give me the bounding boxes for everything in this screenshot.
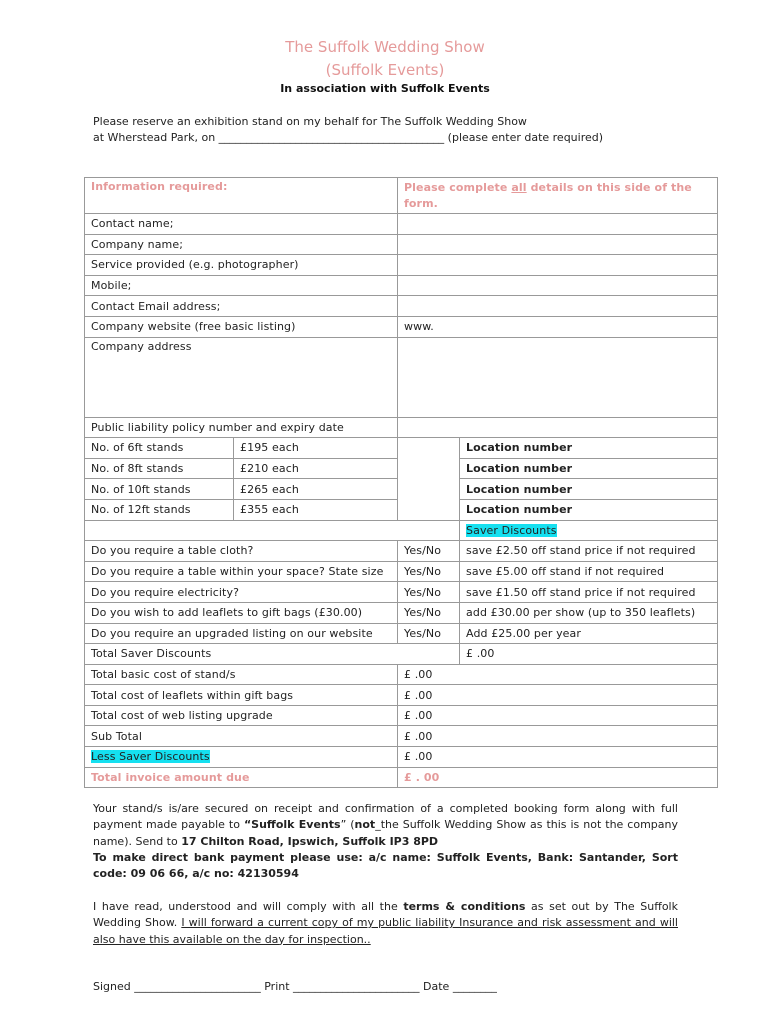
stand-price: £355 each — [234, 499, 398, 520]
field-label: Company website (free basic listing) — [85, 316, 398, 337]
extra-question: Do you require an upgraded listing on our website — [85, 623, 398, 644]
website-input[interactable]: www. — [398, 316, 718, 337]
intro-line-1: Please reserve an exhibition stand on my behalf for The Suffolk Wedding Show — [93, 115, 527, 128]
page-subtitle: (Suffolk Events) — [325, 61, 445, 79]
yes-no-option[interactable]: Yes/No — [398, 582, 460, 603]
field-label: Contact Email address; — [85, 296, 398, 317]
less-saver-value[interactable]: £ .00 — [398, 747, 718, 768]
contact-name-input[interactable] — [398, 214, 718, 235]
yes-no-option[interactable]: Yes/No — [398, 561, 460, 582]
stand-quantity-input[interactable] — [398, 438, 460, 520]
field-label: Contact name; — [85, 214, 398, 235]
mobile-input[interactable] — [398, 275, 718, 296]
stand-price: £210 each — [234, 458, 398, 479]
extra-note: Add £25.00 per year — [460, 623, 718, 644]
blank-cell — [85, 520, 460, 541]
location-number[interactable]: Location number — [460, 499, 718, 520]
extra-question: Do you wish to add leaflets to gift bags (£30.00) — [85, 602, 398, 623]
invoice-total-label: Total invoice amount due — [85, 767, 398, 788]
location-number[interactable]: Location number — [460, 438, 718, 459]
payment-paragraph: Your stand/s is/are secured on receipt and confirmation of a completed booking form along with full payment made payable to “Suffolk Events” (not_the Suffolk Wedding Show as this is not the company name). Send to 17 Chilton Road, Ipswich, Suffolk IP3 8PD To make direct bank payment please use: a/c name: Suffolk Events, Bank: Santander, Sort code: 09 06 66, a/c no: 42130594 — [93, 802, 678, 881]
field-label: Mobile; — [85, 275, 398, 296]
total-value[interactable]: £ .00 — [398, 685, 718, 706]
intro-line-2[interactable]: at Wherstead Park, on _________________________________________ (please enter date required) — [93, 131, 604, 144]
booking-form-table — [84, 177, 718, 788]
extra-question: Do you require a table within your space? State size — [85, 561, 398, 582]
total-label: Total cost of web listing upgrade — [85, 705, 398, 726]
info-required-header: Information required: — [85, 178, 398, 214]
location-number[interactable]: Location number — [460, 479, 718, 500]
total-value[interactable]: £ .00 — [398, 705, 718, 726]
email-input[interactable] — [398, 296, 718, 317]
yes-no-option[interactable]: Yes/No — [398, 623, 460, 644]
yes-no-option[interactable]: Yes/No — [398, 541, 460, 562]
total-value[interactable]: £ .00 — [398, 664, 718, 685]
agreement-paragraph: I have read, understood and will comply with all the terms & conditions as set out by The Suffolk Wedding Show. I will forward a current copy of my public liability Insurance and risk assessment and will also have this available on the day for inspection.. — [93, 900, 678, 946]
extra-note: add £30.00 per show (up to 350 leaflets) — [460, 602, 718, 623]
extra-note: save £1.50 off stand price if not required — [460, 582, 718, 603]
stand-price: £265 each — [234, 479, 398, 500]
extra-question: Do you require a table cloth? — [85, 541, 398, 562]
extra-note: save £2.50 off stand price if not required — [460, 541, 718, 562]
signature-line[interactable]: Signed _______________________ Print _______________________ Date ________ — [93, 980, 497, 993]
stand-price: £195 each — [234, 438, 398, 459]
total-saver-value[interactable]: £ .00 — [460, 644, 718, 665]
liability-label: Public liability policy number and expiry date — [85, 417, 398, 438]
company-name-input[interactable] — [398, 234, 718, 255]
total-saver-label: Total Saver Discounts — [85, 644, 460, 665]
total-label: Total cost of leaflets within gift bags — [85, 685, 398, 706]
service-input[interactable] — [398, 255, 718, 276]
liability-input[interactable] — [398, 417, 718, 438]
less-saver-label: Less Saver Discounts — [85, 747, 398, 768]
address-label: Company address — [85, 337, 398, 417]
yes-no-option[interactable]: Yes/No — [398, 602, 460, 623]
stand-label: No. of 8ft stands — [85, 458, 234, 479]
saver-discounts-heading: Saver Discounts — [460, 520, 718, 541]
invoice-total-value[interactable]: £ . 00 — [398, 767, 718, 788]
field-label: Company name; — [85, 234, 398, 255]
field-label: Service provided (e.g. photographer) — [85, 255, 398, 276]
page-title: The Suffolk Wedding Show — [285, 38, 485, 56]
association-line: In association with Suffolk Events — [280, 82, 490, 95]
insurance-note: I will forward a current copy of my public liability Insurance and risk assessment and will also have this available on the day for inspection.. — [93, 916, 678, 946]
complete-details-header: Please complete all details on this side of the form. — [398, 178, 718, 214]
extra-note: save £5.00 off stand if not required — [460, 561, 718, 582]
total-value[interactable]: £ .00 — [398, 726, 718, 747]
bank-details: To make direct bank payment please use: a/c name: Suffolk Events, Bank: Santander, Sort code: 09 06 66, a/c no: 42130594 — [93, 850, 678, 881]
extra-question: Do you require electricity? — [85, 582, 398, 603]
location-number[interactable]: Location number — [460, 458, 718, 479]
total-label: Total basic cost of stand/s — [85, 664, 398, 685]
total-label: Sub Total — [85, 726, 398, 747]
stand-label: No. of 12ft stands — [85, 499, 234, 520]
stand-label: No. of 6ft stands — [85, 438, 234, 459]
stand-label: No. of 10ft stands — [85, 479, 234, 500]
address-input[interactable] — [398, 337, 718, 417]
